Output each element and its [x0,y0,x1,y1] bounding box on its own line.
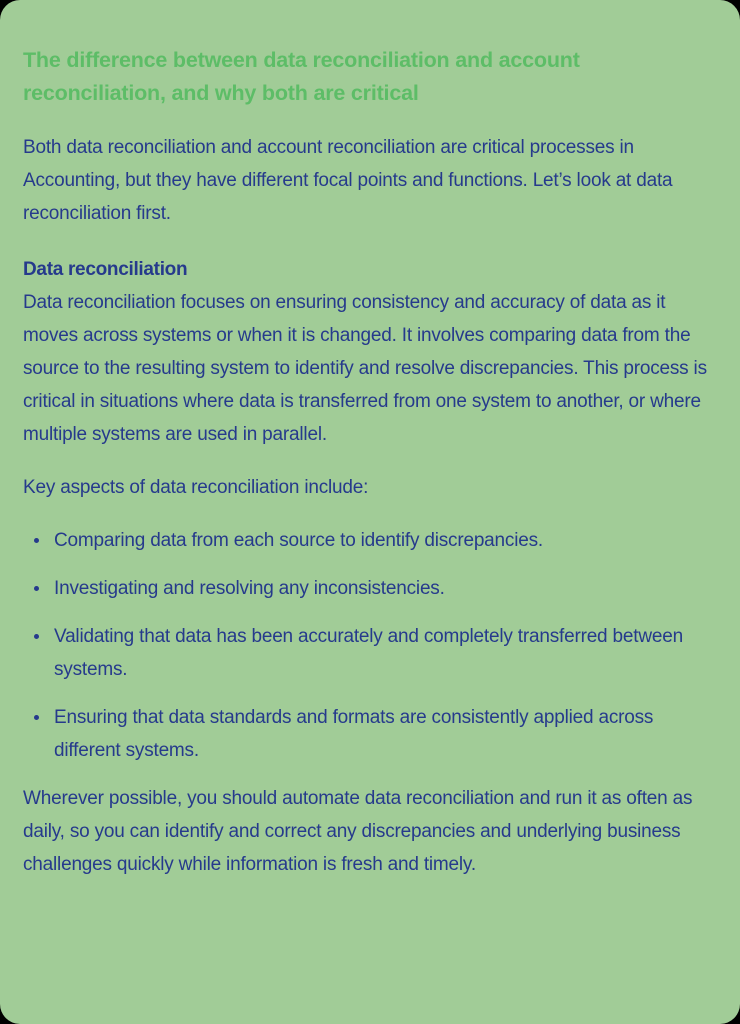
list-item [23,524,716,557]
list-item-text: Validating that data has been accurately and completely transferred between systems. [54,626,683,680]
bullet-icon [34,586,39,591]
section-body: Data reconciliation focuses on ensuring consistency and accuracy of data as it moves across systems or when it is changed. It involves comparing data from the source to the resulting system to identify and resolve discrepancies. This process is critical in situations where data is transferred from one system to another, or where multiple systems are used in parallel. [23,292,707,445]
intro-paragraph: Both data reconciliation and account reconciliation are critical processes in Accounting, but they have different focal points and functions. Let’s look at data reconciliation first. [23,137,673,224]
bullet-icon [34,634,39,639]
section-heading: Data reconciliation [23,259,188,280]
list-item-text: Investigating and resolving any inconsistencies. [54,578,445,599]
key-aspects-list [23,524,716,767]
bullet-icon [34,715,39,720]
list-item-text: Comparing data from each source to identify discrepancies. [54,530,543,551]
list-lead: Key aspects of data reconciliation include: [23,477,369,498]
conclusion-paragraph: Wherever possible, you should automate data reconciliation and run it as often as daily, so you can identify and correct any discrepancies and underlying business challenges quickly while information is fresh and timely. [23,788,693,875]
bullet-icon [34,538,39,543]
list-item-text: Ensuring that data standards and formats are consistently applied across different systems. [54,707,654,761]
article-title: The difference between data reconciliation and account reconciliation, and why both are critical [23,48,580,105]
list-item [23,620,716,686]
list-item [23,701,716,767]
list-item [23,572,716,605]
